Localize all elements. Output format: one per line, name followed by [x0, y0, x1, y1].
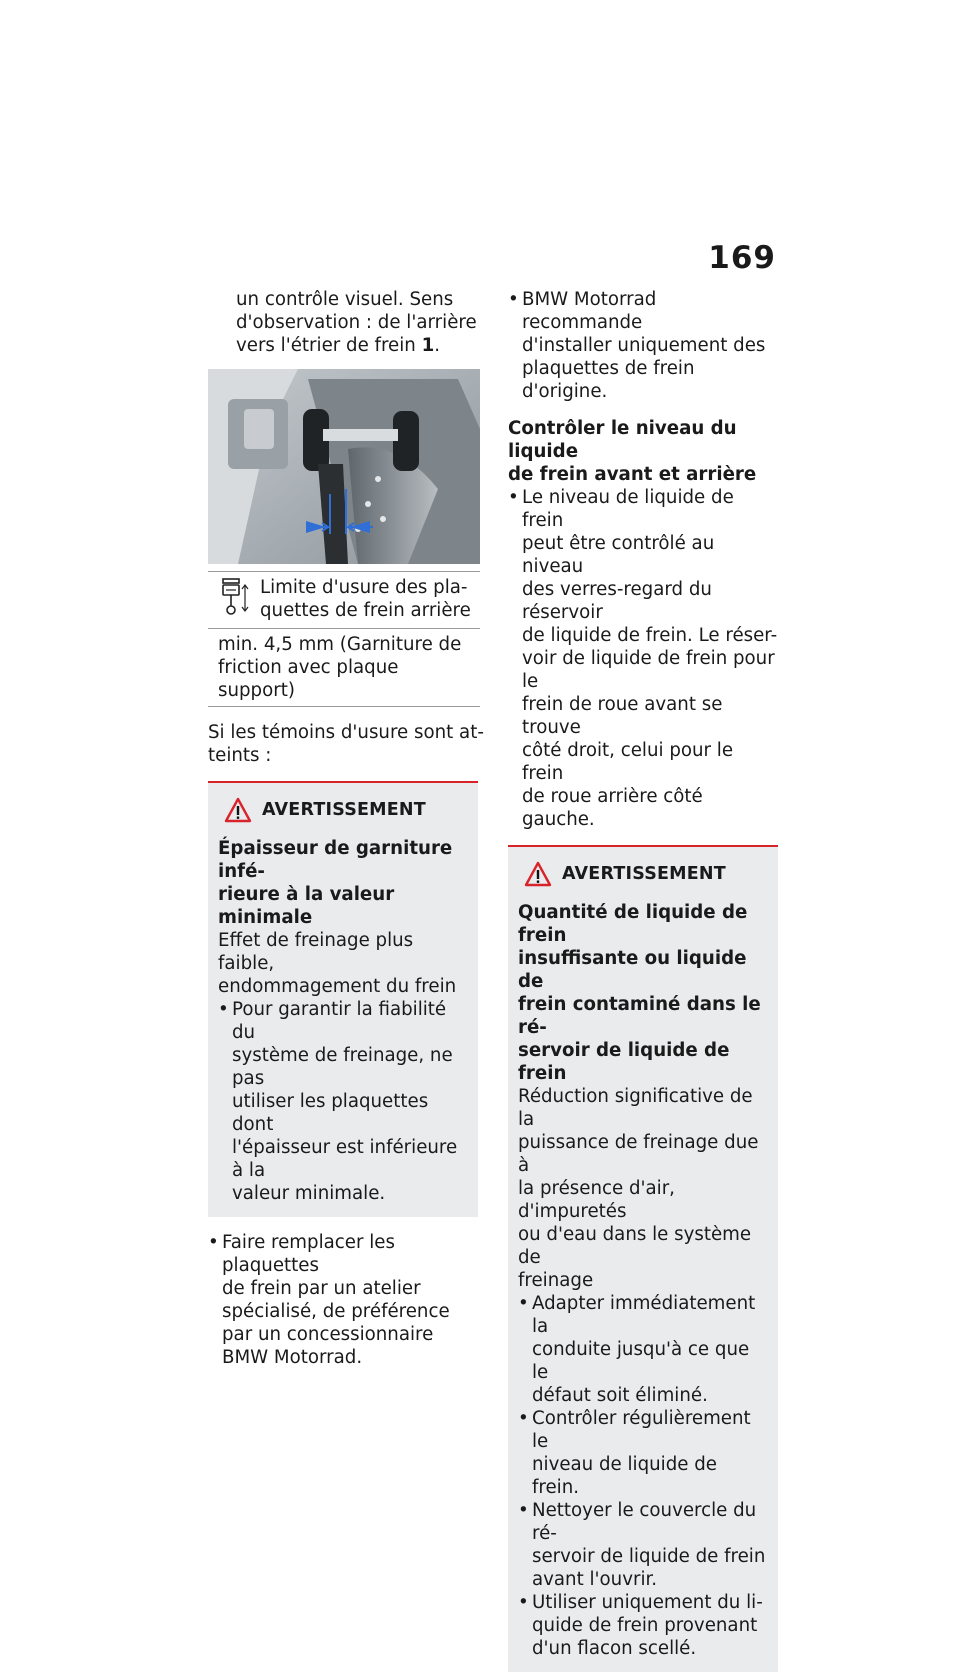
section-title-line: Contrôler le niveau du liquide — [508, 418, 737, 462]
spec-label-line: quettes de frein arrière — [260, 600, 471, 621]
warning-body-line: ou d'eau dans le système de — [518, 1224, 752, 1268]
warning-body-line: Réduction significative de la — [518, 1086, 753, 1130]
brake-caliper-illustration — [208, 369, 480, 564]
right-column — [508, 288, 780, 1672]
section-title-line: de frein avant et arrière — [508, 464, 757, 485]
intro-line: d'observation : de l'arrière — [236, 312, 477, 333]
list-item: • Le niveau de liquide de frein peut être contrôlé au niveau des verres-regard du réservoir de liquide de frein. Le réser- voir de liquide de frein pour le frein de roue avant se trouve côté droit, celui pour le frein de roue arrière côté gauche. — [508, 487, 778, 830]
warning-body-line: endommagement du frein — [218, 976, 457, 997]
warning-heading-line: rieure à la valeur minimale — [218, 884, 395, 928]
list-item: • Adapter immédiatement la conduite jusqu'à ce que le défaut soit éliminé. — [518, 1293, 756, 1406]
spec-label-row — [208, 572, 480, 629]
spec-value-row — [208, 629, 480, 706]
list-item: • Contrôler régulièrement le niveau de liquide de frein. — [518, 1408, 751, 1498]
warning-box-brake-fluid — [508, 845, 778, 1672]
warning-bullets — [518, 1292, 768, 1660]
intro-line: un contrôle visuel. Sens — [236, 289, 454, 310]
warning-body-line: freinage — [518, 1270, 594, 1291]
warning-triangle-icon — [524, 861, 552, 887]
warning-heading-line: Quantité de liquide de frein — [518, 902, 748, 946]
warning-body — [518, 1085, 768, 1292]
spec-value-line: friction avec plaque support) — [218, 657, 399, 701]
wear-indicator-note — [208, 721, 492, 767]
section-title — [508, 417, 780, 486]
warning-heading-line: frein contaminé dans le ré- — [518, 994, 761, 1038]
brake-caliper-photo — [208, 369, 480, 564]
warning-header — [524, 861, 768, 887]
spec-table — [208, 571, 480, 707]
page-number: 169 — [708, 240, 776, 276]
list-item: • BMW Motorrad recommande d'installer uniquement des plaquettes de frein d'origine. — [508, 289, 766, 402]
spec-label-line: Limite d'usure des pla- — [260, 577, 468, 598]
warning-body-line: la présence d'air, d'impuretés — [518, 1178, 675, 1222]
list-item: • Nettoyer le couvercle du ré- servoir de liquide de frein avant l'ouvrir. — [518, 1500, 766, 1590]
warning-heading-line: Épaisseur de garniture infé- — [218, 838, 453, 882]
warning-triangle-icon — [224, 797, 252, 823]
warning-bullets — [218, 998, 468, 1205]
list-item: • Utiliser uniquement du li- quide de frein provenant d'un flacon scellé. — [518, 1592, 763, 1659]
warning-heading-line: insuffisante ou liquide de — [518, 948, 747, 992]
caliper-reference: 1 — [421, 335, 435, 356]
intro-line: vers l'étrier de frein 1. — [236, 335, 441, 356]
warning-body-line: Effet de freinage plus faible, — [218, 930, 414, 974]
warning-box-pad-thickness — [208, 781, 478, 1217]
warning-heading — [518, 901, 768, 1085]
warning-heading-line: servoir de liquide de frein — [518, 1040, 730, 1084]
list-item: • Faire remplacer les plaquettes de frein par un atelier spécialisé, de préférence par un concessionnaire BMW Motorrad. — [208, 1232, 450, 1368]
warning-body — [218, 929, 468, 998]
fluid-level-bullets — [508, 486, 780, 831]
warning-body-line: puissance de freinage due à — [518, 1132, 759, 1176]
spec-label — [260, 576, 471, 622]
note-line: teints : — [208, 745, 272, 766]
warning-header — [224, 797, 468, 823]
warning-heading — [218, 837, 468, 929]
list-item: • Pour garantir la fiabilité du système de freinage, ne pas utiliser les plaquettes dont l'épaisseur est inférieure à la valeur minimale. — [218, 999, 458, 1204]
spec-value-line: min. 4,5 mm (Garniture de — [218, 634, 462, 655]
recommendation-bullets — [508, 288, 780, 403]
brake-pad-wear-icon — [218, 576, 250, 620]
left-column — [208, 288, 492, 1369]
warning-title: AVERTISSEMENT — [562, 863, 726, 884]
note-line: Si les témoins d'usure sont at- — [208, 722, 484, 743]
warning-title: AVERTISSEMENT — [262, 799, 426, 820]
intro-text — [222, 288, 492, 357]
replacement-bullets — [208, 1231, 492, 1369]
